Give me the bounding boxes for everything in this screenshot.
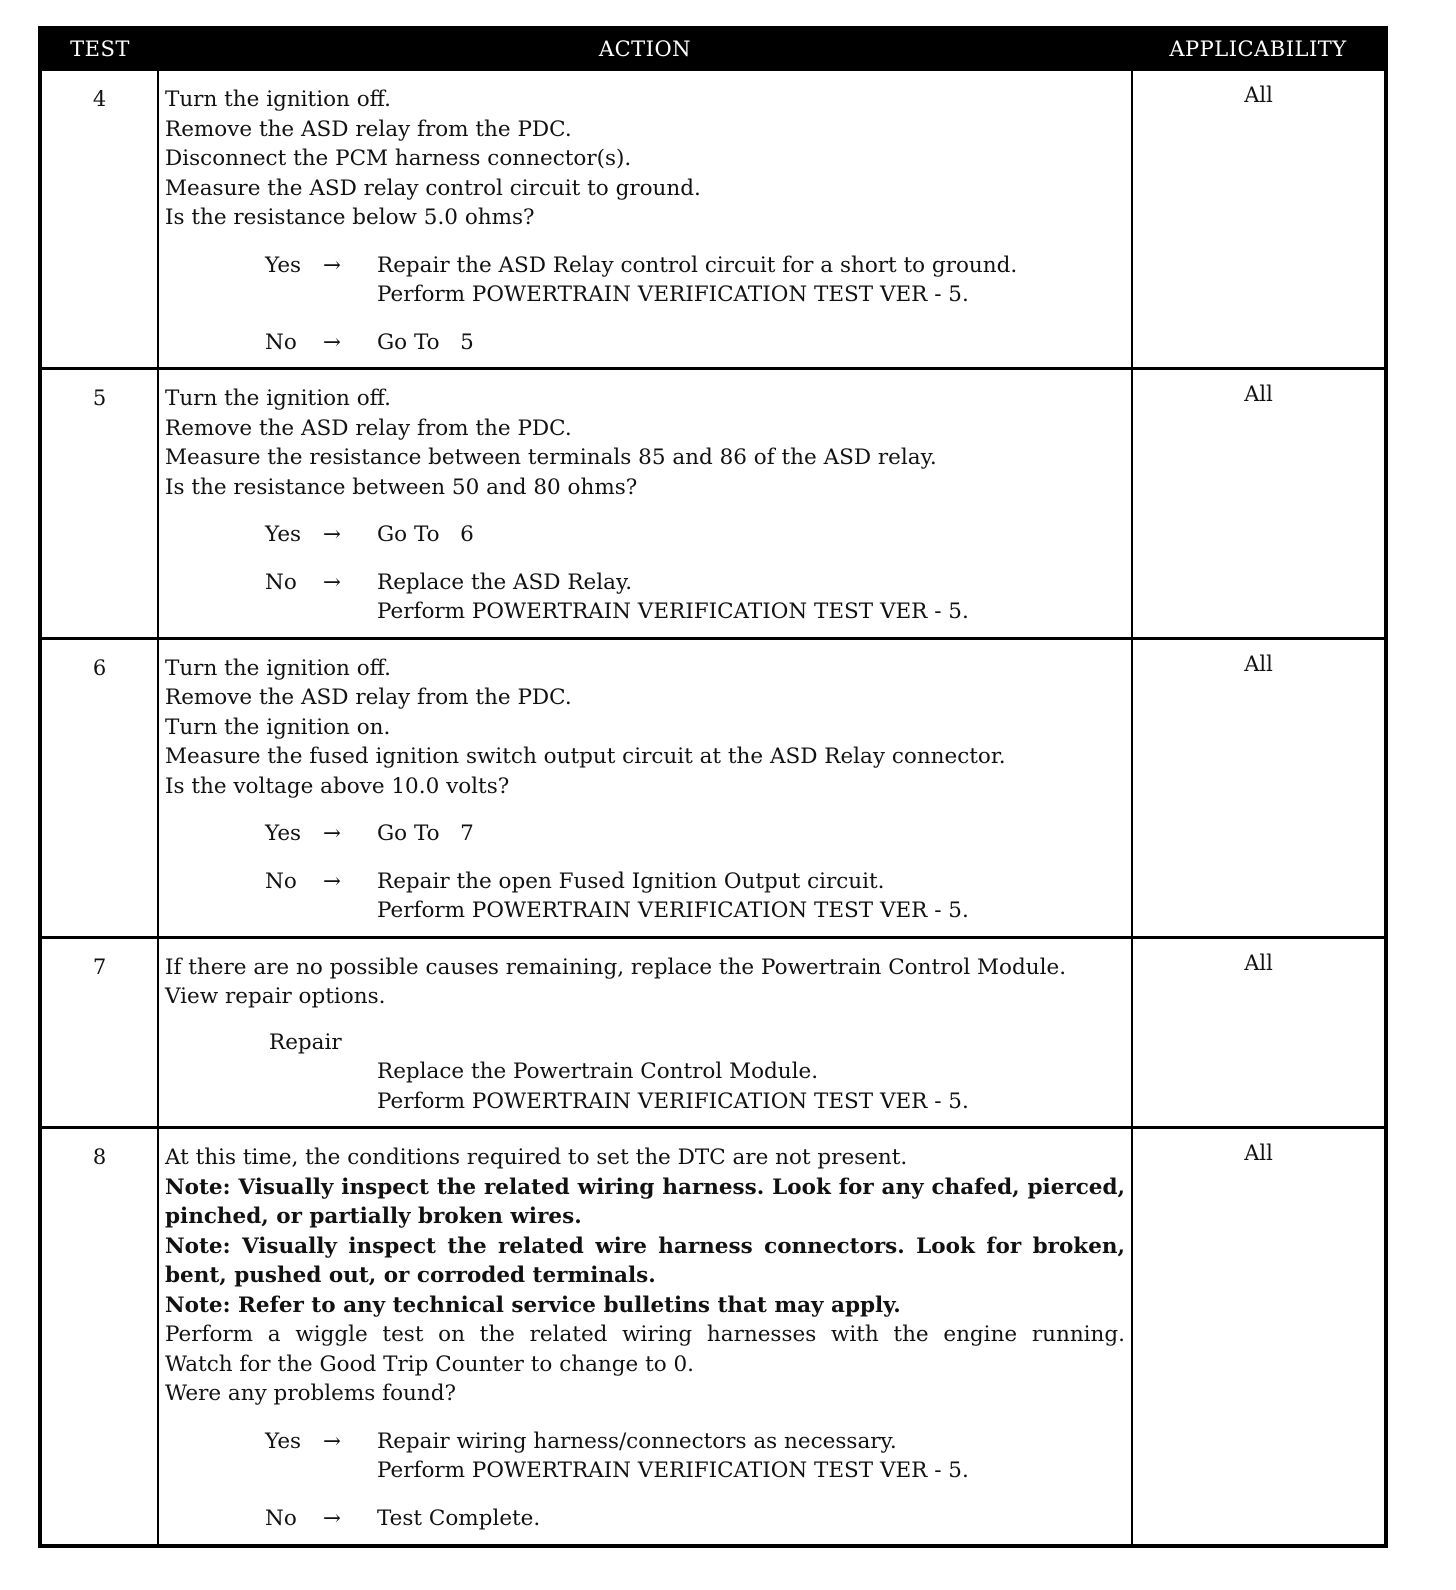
result-line: Perform POWERTRAIN VERIFICATION TEST VER - 5.: [377, 898, 969, 923]
yes-outcome: [265, 819, 1125, 849]
result-line: Test Complete.: [377, 1505, 541, 1531]
step-line: Turn the ignition off.: [165, 655, 391, 681]
no-label: No: [265, 329, 297, 355]
arrow-icon: →: [323, 522, 342, 547]
result-line: Perform POWERTRAIN VERIFICATION TEST VER - 5.: [377, 282, 969, 307]
result-line: Replace the Powertrain Control Module.: [377, 1059, 819, 1084]
step-line: Turn the ignition off.: [165, 386, 391, 411]
yes-outcome: [265, 520, 1125, 550]
question-line: Were any problems found?: [165, 1381, 457, 1406]
step-line: Remove the ASD relay from the PDC.: [165, 116, 572, 142]
step-line: If there are no possible causes remaining, replace the Powertrain Control Module.: [165, 954, 1067, 980]
table-row: [40, 638, 1386, 937]
result-line: Perform POWERTRAIN VERIFICATION TEST VER - 5.: [377, 1088, 969, 1114]
diagnostic-test-table: [38, 26, 1388, 1548]
arrow-icon: →: [323, 821, 342, 846]
step-line: View repair options.: [165, 984, 386, 1009]
note-text: Note: Refer to any technical service bulletins that may apply.: [165, 1292, 901, 1318]
test-number: 8: [40, 1128, 158, 1546]
arrow-icon: →: [323, 1428, 342, 1454]
step-line: Measure the resistance between terminals 85 and 86 of the ASD relay.: [165, 445, 937, 470]
no-outcome: [265, 1504, 1125, 1534]
diagnostic-page: [38, 26, 1384, 1548]
applicability-cell: All: [1132, 937, 1386, 1128]
result-line: Go To 6: [377, 522, 474, 547]
arrow-icon: →: [323, 329, 342, 355]
step-line: Remove the ASD relay from the PDC.: [165, 415, 572, 441]
no-label: No: [265, 1505, 297, 1531]
repair-label: Repair: [269, 1029, 342, 1055]
step-line: Measure the ASD relay control circuit to ground.: [165, 175, 701, 201]
result-line: Replace the ASD Relay.: [377, 569, 633, 595]
arrow-icon: →: [323, 868, 342, 894]
no-outcome: [265, 867, 1125, 926]
question-line: Is the resistance between 50 and 80 ohms?: [165, 474, 638, 500]
yes-outcome: [265, 251, 1125, 310]
table-row: [40, 937, 1386, 1128]
yes-label: Yes: [265, 821, 302, 846]
yes-label: Yes: [265, 1428, 302, 1454]
question-line: Is the resistance below 5.0 ohms?: [165, 205, 535, 230]
step-line: Watch for the Good Trip Counter to change to 0.: [165, 1351, 695, 1377]
result-line: Repair the open Fused Ignition Output circuit.: [377, 868, 885, 894]
step-line: Turn the ignition on.: [165, 714, 391, 740]
result-line: Go To 7: [377, 821, 474, 846]
table-header: [40, 28, 1386, 70]
step-line: At this time, the conditions required to set the DTC are not present.: [165, 1145, 908, 1170]
no-outcome: [265, 328, 1125, 358]
result-line: Go To 5: [377, 329, 474, 355]
step-line: Perform a wiggle test on the related wiring harnesses with the engine running.: [165, 1322, 1125, 1347]
result-line: Repair wiring harness/connectors as necessary.: [377, 1428, 897, 1454]
result-line: Repair the ASD Relay control circuit for a short to ground.: [377, 252, 1018, 278]
applicability-cell: All: [1132, 369, 1386, 639]
step-line: Measure the fused ignition switch output circuit at the ASD Relay connector.: [165, 744, 1006, 769]
applicability-cell: All: [1132, 1128, 1386, 1546]
step-line: Disconnect the PCM harness connector(s).: [165, 146, 632, 171]
test-number: 5: [40, 369, 158, 639]
action-cell: [158, 638, 1132, 937]
test-number: 6: [40, 638, 158, 937]
applicability-cell: All: [1132, 70, 1386, 369]
arrow-icon: →: [323, 569, 342, 595]
result-line: Perform POWERTRAIN VERIFICATION TEST VER - 5.: [377, 1458, 969, 1483]
arrow-icon: →: [323, 252, 342, 278]
table-row: [40, 70, 1386, 369]
step-line: Turn the ignition off.: [165, 87, 391, 112]
test-number: 7: [40, 937, 158, 1128]
question-line: Is the voltage above 10.0 volts?: [165, 773, 510, 799]
table-row: [40, 369, 1386, 639]
result-line: Perform POWERTRAIN VERIFICATION TEST VER - 5.: [377, 599, 969, 624]
step-line: Remove the ASD relay from the PDC.: [165, 685, 572, 710]
header-test: TEST: [40, 28, 158, 70]
repair-options: [269, 1028, 1125, 1117]
header-applicability: APPLICABILITY: [1132, 28, 1386, 70]
no-label: No: [265, 868, 297, 894]
action-cell: [158, 1128, 1132, 1546]
no-label: No: [265, 569, 297, 595]
no-outcome: [265, 568, 1125, 627]
note-text: Note: Visually inspect the related wiring harness. Look for any chafed, pierced, pinched, or partially broken wires.: [165, 1174, 1125, 1229]
yes-label: Yes: [265, 522, 302, 547]
action-cell: [158, 937, 1132, 1128]
table-row: [40, 1128, 1386, 1546]
arrow-icon: →: [323, 1505, 342, 1531]
test-number: 4: [40, 70, 158, 369]
action-cell: [158, 70, 1132, 369]
header-action: ACTION: [158, 28, 1132, 70]
note-text: Note: Visually inspect the related wire harness connectors. Look for broken, bent, pushed out, or corroded terminals.: [165, 1233, 1125, 1288]
action-cell: [158, 369, 1132, 639]
yes-outcome: [265, 1427, 1125, 1486]
applicability-cell: All: [1132, 638, 1386, 937]
yes-label: Yes: [265, 252, 302, 278]
